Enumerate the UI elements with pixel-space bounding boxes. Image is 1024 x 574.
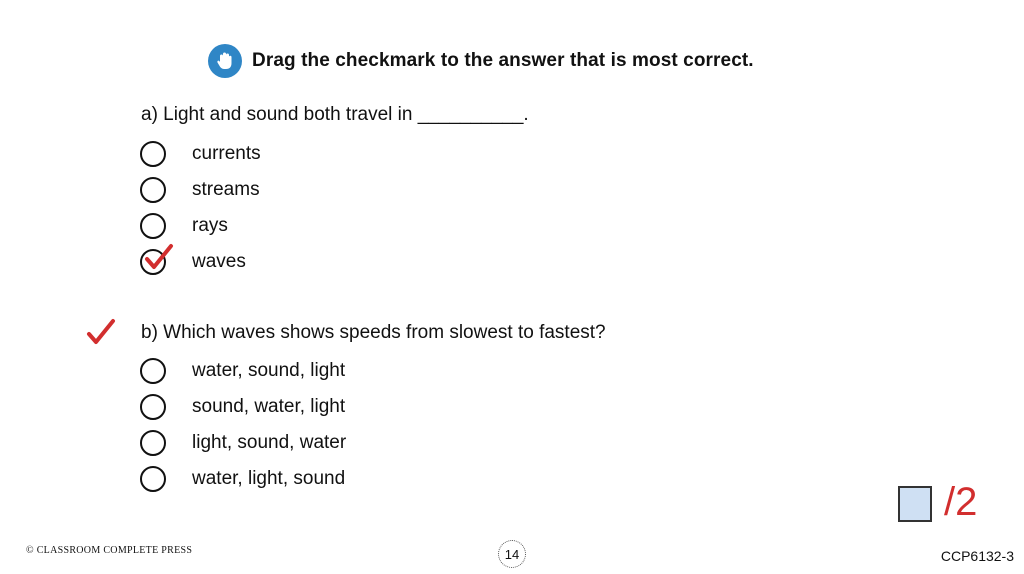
checkmark-icon[interactable] [144,243,174,273]
option-a-waves[interactable] [140,246,246,278]
option-b-4[interactable] [140,463,345,495]
product-code: CCP6132-3 [940,548,1014,564]
score-total: /2 [944,480,978,524]
radio-circle[interactable] [140,430,166,456]
option-b-3[interactable] [140,427,346,459]
publisher-logo: © CLASSROOM COMPLETE PRESS [26,545,193,556]
option-label: rays [192,215,228,236]
option-label: light, sound, water [192,432,347,453]
option-label: currents [192,143,261,164]
option-label: waves [192,251,246,272]
instruction-row [208,44,754,78]
option-b-2[interactable] [140,391,345,423]
radio-circle[interactable] [140,141,166,167]
radio-circle[interactable] [140,213,166,239]
score-input-box[interactable] [898,486,932,522]
radio-circle[interactable] [140,394,166,420]
radio-circle[interactable] [140,358,166,384]
option-a-streams[interactable] [140,174,260,206]
option-b-1[interactable] [140,355,345,387]
option-a-currents[interactable] [140,138,261,170]
page-number: 14 [498,540,526,568]
hand-pointer-icon [208,44,242,78]
question-b-prompt: b) Which waves shows speeds from slowest to fastest? [141,322,606,343]
option-label: streams [192,179,260,200]
draggable-checkmark-icon[interactable] [86,318,116,348]
option-label: water, sound, light [192,360,346,381]
option-label: sound, water, light [192,396,346,417]
option-a-rays[interactable] [140,210,228,242]
radio-circle[interactable] [140,249,166,275]
instruction-text: Drag the checkmark to the answer that is most correct. [252,50,754,71]
radio-circle[interactable] [140,466,166,492]
radio-circle[interactable] [140,177,166,203]
option-label: water, light, sound [192,468,346,489]
question-a-prompt: a) Light and sound both travel in __________. [141,104,529,125]
